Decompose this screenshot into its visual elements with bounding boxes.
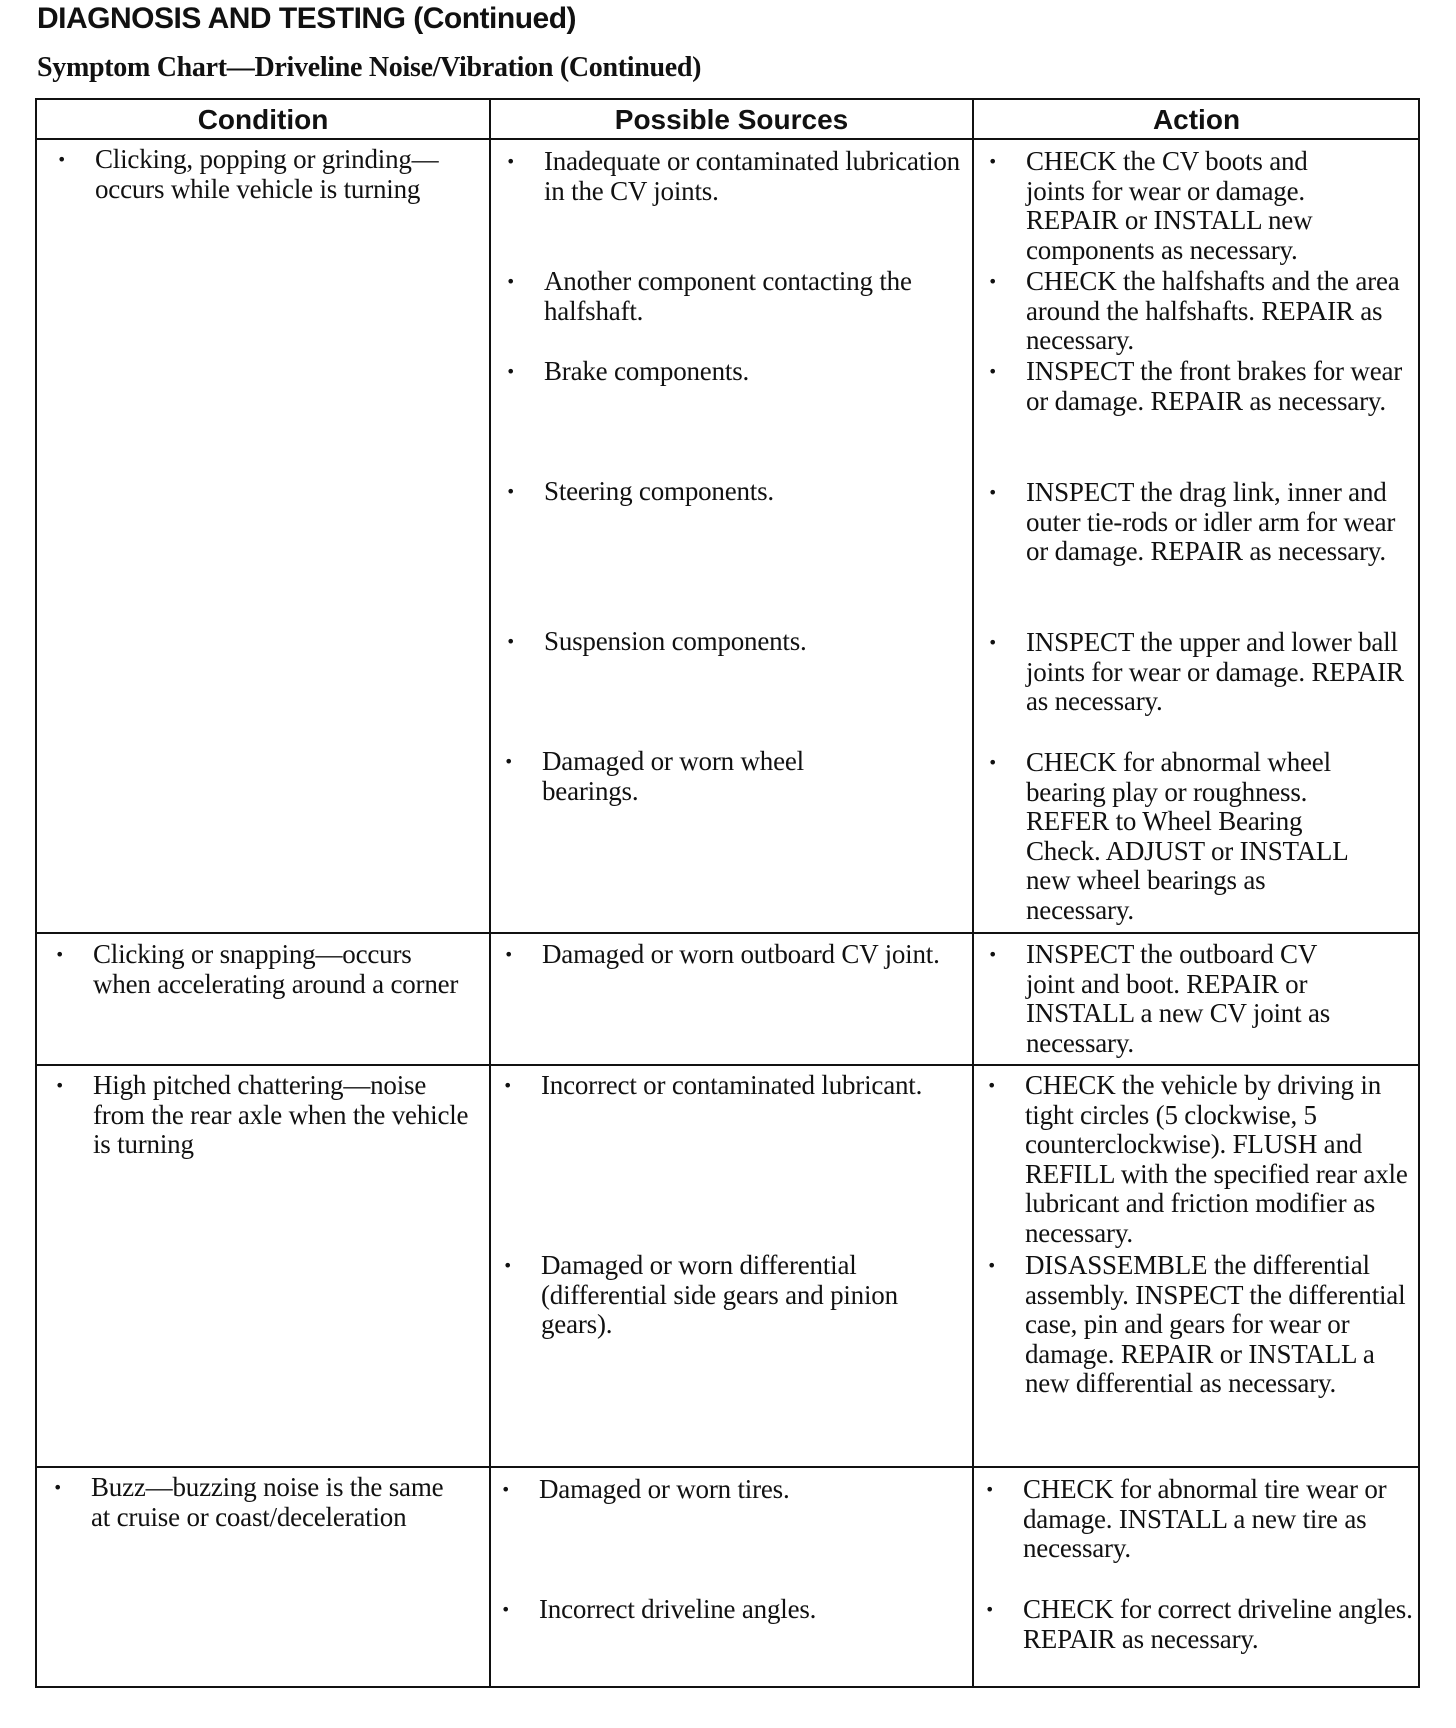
chart-title: Symptom Chart—Driveline Noise/Vibration (Continued): [37, 52, 702, 83]
bullet: •: [988, 633, 998, 652]
row-divider: [36, 1466, 1419, 1468]
bullet: •: [501, 1480, 511, 1499]
source-text: Damaged or worn tires.: [539, 1474, 790, 1504]
condition-cell: [55, 1070, 478, 1160]
source-text: Brake components.: [544, 356, 750, 386]
action-text: CHECK the halfshafts and the area around the halfshafts. REPAIR as necessary.: [1026, 266, 1400, 355]
bullet: •: [988, 945, 998, 964]
source-text: Steering components.: [544, 476, 774, 506]
action-text: INSPECT the drag link, inner and outer tie-rods or idler arm for wear or damage. REPAIR as necessary.: [1026, 477, 1396, 566]
bullet: •: [57, 150, 67, 169]
source-item: [501, 1594, 959, 1625]
source-item: [501, 1474, 959, 1505]
action-item: [988, 627, 1411, 717]
condition-text: High pitched chattering—noise from the rear axle when the vehicle is turning: [93, 1070, 469, 1159]
source-item: [503, 1250, 921, 1340]
header-possible-sources: Possible Sources: [614, 104, 849, 135]
action-item: [987, 1250, 1417, 1399]
bullet: •: [506, 152, 516, 171]
bullet: •: [987, 1076, 997, 1095]
action-item: [988, 477, 1411, 567]
bullet: •: [988, 272, 998, 291]
bullet: •: [988, 362, 998, 381]
action-text: CHECK the vehicle by driving in tight circles (5 clockwise, 5 counterclockwise). FLUSH and REFILL with the specified rear axle lubricant and friction modifier as necessary.: [1025, 1070, 1408, 1248]
condition-cell: [53, 1472, 461, 1532]
condition-text: Buzz—buzzing noise is the same at cruise or coast/deceleration: [91, 1472, 444, 1532]
action-text: CHECK for abnormal tire wear or damage. INSTALL a new tire as necessary.: [1023, 1474, 1387, 1563]
page-heading: DIAGNOSIS AND TESTING (Continued): [37, 2, 577, 35]
source-item: [503, 1070, 961, 1101]
source-text: Inadequate or contaminated lubrication in the CV joints.: [544, 146, 960, 206]
source-item: [506, 626, 964, 657]
bullet: •: [504, 752, 514, 771]
header-divider: [36, 138, 1419, 140]
row-divider: [36, 1064, 1419, 1066]
action-text: INSPECT the front brakes for wear or damage. REPAIR as necessary.: [1026, 356, 1403, 416]
column-divider: [972, 99, 974, 1687]
action-item: [988, 266, 1411, 356]
header-action: Action: [1152, 104, 1241, 135]
action-item: [985, 1594, 1415, 1654]
bullet: •: [987, 1256, 997, 1275]
bullet: •: [55, 945, 65, 964]
action-item: [988, 356, 1411, 416]
bullet: •: [988, 753, 998, 772]
source-item: [504, 746, 882, 806]
source-text: Damaged or worn differential (differential side gears and pinion gears).: [541, 1250, 898, 1339]
bullet: •: [506, 482, 516, 501]
action-item: [985, 1474, 1415, 1564]
condition-text: Clicking or snapping—occurs when accelerating around a corner: [93, 939, 459, 999]
bullet: •: [988, 483, 998, 502]
condition-cell: [55, 939, 473, 999]
bullet: •: [985, 1480, 995, 1499]
source-item: [506, 476, 964, 507]
row-divider: [36, 932, 1419, 934]
bullet: •: [506, 362, 516, 381]
action-text: INSPECT the outboard CV joint and boot. REPAIR or INSTALL a new CV joint as necessary.: [1026, 939, 1331, 1058]
action-text: DISASSEMBLE the differential assembly. INSPECT the differential case, pin and gears for wear or damage. REPAIR or INSTALL a new differential as necessary.: [1025, 1250, 1406, 1398]
action-text: CHECK the CV boots and joints for wear or damage. REPAIR or INSTALL new components as necessary.: [1026, 146, 1313, 265]
bullet: •: [503, 1256, 513, 1275]
action-item: [988, 747, 1371, 925]
bullet: •: [985, 1600, 995, 1619]
bullet: •: [988, 152, 998, 171]
source-text: Incorrect driveline angles.: [539, 1594, 817, 1624]
source-item: [506, 146, 964, 206]
source-text: Another component contacting the halfshaft.: [544, 266, 912, 326]
source-item: [506, 266, 964, 326]
bullet: •: [53, 1478, 63, 1497]
action-item: [988, 939, 1366, 1058]
condition-cell: [57, 144, 480, 204]
bullet: •: [55, 1076, 65, 1095]
action-item: [987, 1070, 1417, 1248]
bullet: •: [506, 632, 516, 651]
action-text: INSPECT the upper and lower ball joints for wear or damage. REPAIR as necessary.: [1026, 627, 1404, 716]
source-text: Incorrect or contaminated lubricant.: [541, 1070, 923, 1100]
bullet: •: [506, 272, 516, 291]
source-text: Damaged or worn outboard CV joint.: [542, 939, 940, 969]
source-item: [506, 356, 964, 387]
source-text: Damaged or worn wheel bearings.: [542, 746, 804, 806]
action-item: [988, 146, 1356, 265]
source-text: Suspension components.: [544, 626, 807, 656]
column-divider: [489, 99, 491, 1687]
bullet: •: [503, 1076, 513, 1095]
condition-text: Clicking, popping or grinding—occurs while vehicle is turning: [95, 144, 439, 204]
action-text: CHECK for abnormal wheel bearing play or roughness. REFER to Wheel Bearing Check. ADJUST or INSTALL new wheel bearings as necessary.: [1026, 747, 1348, 925]
header-condition: Condition: [197, 104, 329, 135]
bullet: •: [501, 1600, 511, 1619]
bullet: •: [504, 945, 514, 964]
source-item: [504, 939, 962, 970]
action-text: CHECK for correct driveline angles. REPAIR as necessary.: [1023, 1594, 1413, 1654]
